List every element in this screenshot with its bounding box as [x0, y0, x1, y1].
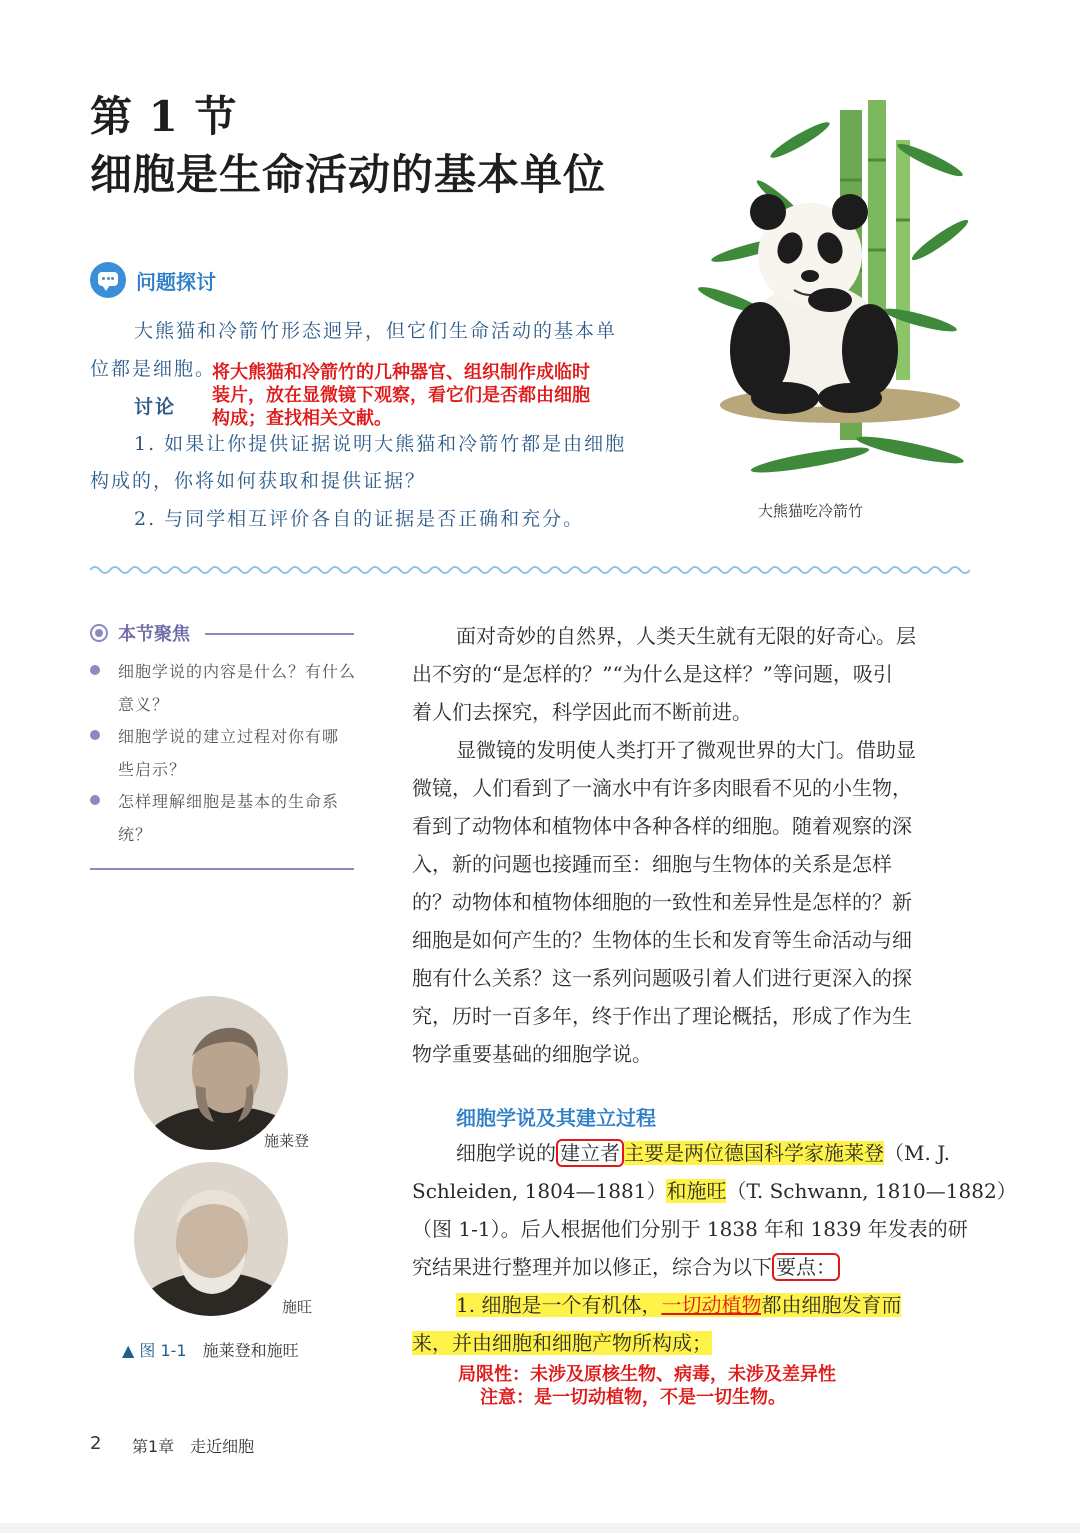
- focus-item: 细胞学说的建立过程对你有哪 些启示？: [90, 720, 360, 786]
- target-icon: [90, 624, 108, 642]
- highlight: 主要是两位德国科学家施莱登: [624, 1141, 884, 1165]
- panda-bamboo-illustration: [690, 100, 980, 490]
- schleiden-portrait: [134, 996, 288, 1150]
- page-number: 2: [90, 1433, 102, 1454]
- focus-divider: [90, 868, 354, 870]
- annotation-note-1: 局限性：未涉及原核生物、病毒，未涉及差异性: [458, 1364, 836, 1385]
- discussion-intro-line1: 大熊猫和冷箭竹形态迥异，但它们生命活动的基本单: [134, 320, 618, 342]
- portrait-label-schwann: 施旺: [282, 1298, 313, 1316]
- panda-caption: 大熊猫吃冷箭竹: [758, 502, 864, 520]
- question-1-line1: 1. 如果让你提供证据说明大熊猫和冷箭竹都是由细胞: [134, 433, 627, 455]
- portrait-label-schleiden: 施莱登: [264, 1132, 310, 1150]
- body-paragraph-1: 面对奇妙的自然界，人类天生就有无限的好奇心。层 出不穷的“是怎样的？”“为什么是这样？”等问题，吸引 着人们去探究，科学因此而不断前进。 显微镜的发明使人类打开了微观世界的大门。借助显 微镜，人们看到了一滴水中有许多肉眼看不见的小生物， 看到了动物体和植物体中各种各样的细胞。随着观察的深 入，新的问题也接踵而至：细胞与生物体的关系是怎样 的？动物体和植物体细胞的一致性和差异性是怎样的？新 细胞是如何产生的？生物体的生长和发育等生命活动与细 胞有什么关系？这一系列问题吸引着人们进行更深入的探 究，历时一百多年，终于作出了理论概括，形成了作为生 物学重要基础的细胞学说。: [412, 624, 916, 1066]
- annotation-box: 建立者: [556, 1139, 624, 1167]
- subsection-heading: 细胞学说及其建立过程: [456, 1106, 656, 1130]
- question-2: 2. 与同学相互评价各自的证据是否正确和充分。: [134, 508, 585, 530]
- annotation-note-2: 注意：是一切动植物，不是一切生物。: [480, 1387, 786, 1408]
- section-number: 第 1 节: [90, 92, 238, 141]
- section-focus-title: 本节聚焦: [118, 624, 190, 645]
- handwritten-annotation-answer: 将大熊猫和冷箭竹的几种器官、组织制作成临时 装片，放在显微镜下观察，看它们是否都由细胞 构成；查找相关文献。: [212, 362, 590, 429]
- highlight: 和施旺: [666, 1179, 727, 1203]
- section-focus-header: [90, 620, 354, 650]
- chat-bubble-icon: [90, 262, 126, 298]
- focus-item: 细胞学说的内容是什么？有什么 意义？: [90, 655, 360, 721]
- annotation-box: 要点：: [772, 1253, 840, 1281]
- schwann-portrait: [134, 1162, 288, 1316]
- body-paragraph-3: 细胞学说的 建立者 主要是两位德国科学家施莱登（M. J. Schleiden, 1804—1881）和施旺（T. Schwann, 1810—1882） （图 1-1）。后人根据他们分别于 1838 年和 1839 年发表的研 究结果进行整理并加以修正，综合为以下 要点： 1. 细胞是一个有机体，一切动植物都由细胞发育而 来，并由细胞和细胞产物所构成；: [412, 1141, 1017, 1355]
- figure-caption: ▲ 图 1-1 施莱登和施旺: [122, 1341, 299, 1360]
- focus-item: 怎样理解细胞是基本的生命系 统？: [90, 785, 360, 851]
- question-1-line2: 构成的，你将如何获取和提供证据？: [90, 470, 427, 492]
- chapter-label: 第1章 走近细胞: [132, 1437, 255, 1456]
- page-title: 细胞是生命活动的基本单位: [90, 150, 607, 199]
- underlined-phrase: 一切动植物: [661, 1293, 762, 1317]
- discussion-intro-line2: 位都是细胞。: [90, 358, 217, 380]
- discussion-heading: 问题探讨: [136, 270, 216, 294]
- wavy-divider: [90, 562, 970, 578]
- discussion-subheading: 讨论: [134, 396, 177, 418]
